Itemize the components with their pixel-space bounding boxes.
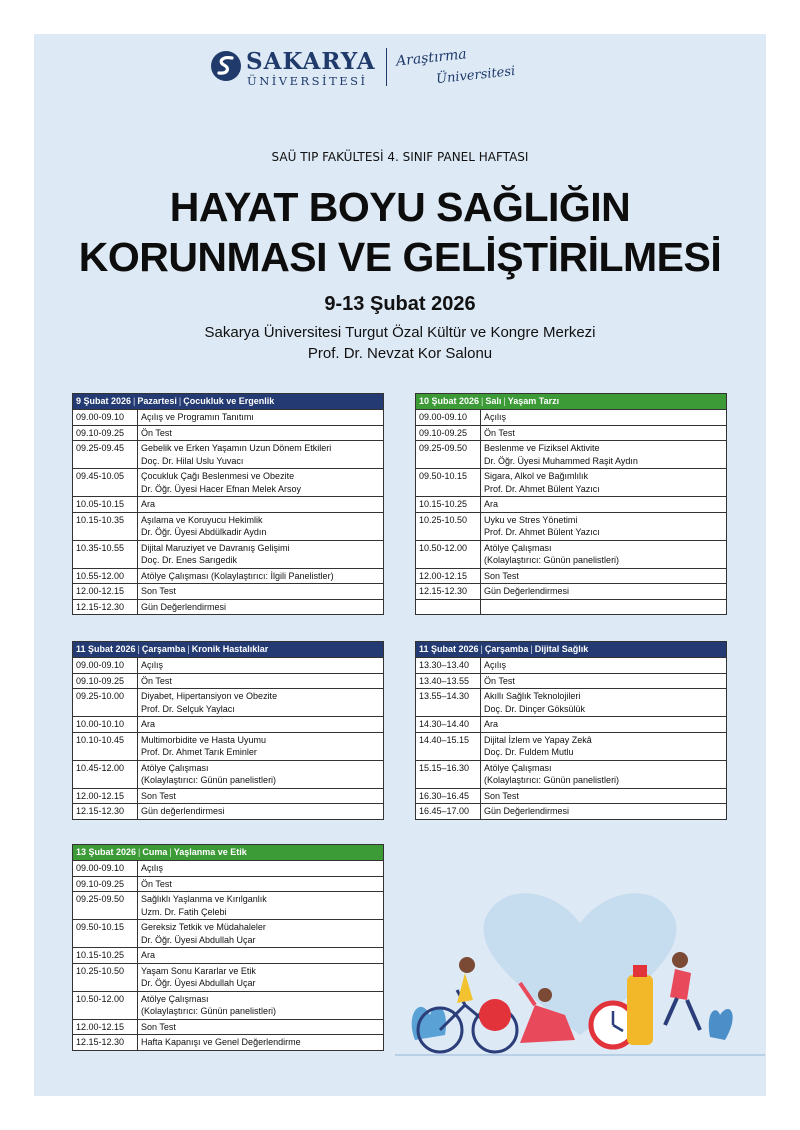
- session-info: [481, 732, 727, 760]
- session-info: [138, 991, 384, 1019]
- header-separator: |: [138, 847, 141, 857]
- schedule-row: [73, 948, 384, 964]
- session-time: 09.10-09.25: [416, 425, 481, 441]
- schedule-row: [416, 568, 727, 584]
- header-separator: |: [530, 644, 533, 654]
- session-info: [481, 441, 727, 469]
- session-time: 13.40–13.55: [416, 673, 481, 689]
- session-title: Gebelik ve Erken Yaşamın Uzun Dönem Etkileri: [141, 443, 332, 453]
- session-speaker: (Kolaylaştırıcı: Günün panelistleri): [141, 1006, 277, 1016]
- session-info: [138, 673, 384, 689]
- header-separator: |: [178, 396, 182, 406]
- schedule-row: [73, 760, 384, 788]
- schedule-day-header: [416, 394, 727, 410]
- schedule-row: [73, 469, 384, 497]
- schedule-row: [416, 673, 727, 689]
- session-info: [481, 512, 727, 540]
- session-time: 10.15-10.25: [416, 497, 481, 513]
- logo-sub: ÜNİVERSİTESİ: [247, 74, 368, 88]
- schedule-row: [416, 788, 727, 804]
- session-time: 09.45-10.05: [73, 469, 138, 497]
- session-speaker: (Kolaylaştırıcı: Günün panelistleri): [141, 775, 277, 785]
- day-weekday: Çarşamba: [141, 644, 186, 654]
- venue-line-2: Prof. Dr. Nevzat Kor Salonu: [307, 345, 493, 362]
- session-time: 09.25-09.45: [73, 441, 138, 469]
- session-title: Uyku ve Stres Yönetimi: [484, 514, 578, 525]
- session-title: Son Test: [484, 790, 519, 801]
- schedule-row: [73, 892, 384, 920]
- schedule-row: [73, 673, 384, 689]
- session-title: Gereksiz Tetkik ve Müdahaleler: [141, 922, 266, 932]
- day-theme: Kronik Hastalıklar: [191, 644, 269, 654]
- session-title: Son Test: [484, 570, 519, 581]
- session-title: Son Test: [141, 1021, 176, 1032]
- session-time: 09.25-10.00: [73, 689, 138, 717]
- session-time: [416, 599, 481, 615]
- session-title: Son Test: [141, 790, 176, 801]
- session-speaker: Doç. Dr. Hilal Uslu Yuvacı: [141, 455, 244, 466]
- session-title: Ara: [141, 499, 156, 509]
- session-time: 10.05-10.15: [73, 497, 138, 513]
- header-separator: |: [481, 396, 484, 406]
- schedule-row: [416, 425, 727, 441]
- session-time: 09.10-09.25: [73, 425, 138, 441]
- session-title: Akıllı Sağlık Teknolojileri: [484, 691, 581, 701]
- session-time: 09.00-09.10: [416, 410, 481, 426]
- header-separator: |: [137, 644, 140, 654]
- session-speaker: (Kolaylaştırıcı: Günün panelistleri): [484, 555, 620, 565]
- schedule-header-row: [416, 642, 727, 658]
- session-info: [138, 425, 384, 441]
- session-title: Yaşam Sonu Kararlar ve Etik: [141, 965, 256, 976]
- session-title: Ön Test: [141, 427, 172, 438]
- venue-line-1: Sakarya Üniversitesi Turgut Özal Kültür ve Kongre Merkezi: [204, 324, 596, 341]
- session-time: 15.15–16.30: [416, 760, 481, 788]
- session-title: Ön Test: [484, 427, 515, 438]
- session-time: 12.00-12.15: [416, 568, 481, 584]
- session-info: [138, 804, 384, 820]
- session-speaker: Prof. Dr. Ahmet Bülent Yazıcı: [484, 483, 600, 494]
- session-time: 12.15-12.30: [73, 804, 138, 820]
- schedule-row: [73, 689, 384, 717]
- session-info: [481, 658, 727, 674]
- schedule-day-header: [73, 394, 384, 410]
- session-info: [481, 469, 727, 497]
- session-time: 10.45-12.00: [73, 760, 138, 788]
- session-speaker: Dr. Öğr. Üyesi Abdullah Uçar: [141, 934, 256, 945]
- schedule-table-day-2: [415, 393, 727, 615]
- session-info: [138, 717, 384, 733]
- schedule-row: [416, 512, 727, 540]
- session-speaker: Doç. Dr. Dinçer Göksülük: [484, 703, 586, 714]
- session-time: 10.35-10.55: [73, 540, 138, 568]
- session-time: 10.00-10.10: [73, 717, 138, 733]
- session-title: Gün değerlendirmesi: [141, 806, 225, 816]
- session-title: Çocukluk Çağı Beslenmesi ve Obezite: [141, 471, 295, 481]
- schedule-row: [73, 584, 384, 600]
- day-weekday: Pazartesi: [137, 396, 177, 406]
- session-time: 12.15-12.30: [73, 1035, 138, 1051]
- day-date: 13 Şubat 2026: [76, 847, 137, 857]
- session-title: Açılış: [141, 660, 164, 670]
- schedule-row: [73, 788, 384, 804]
- session-info: [138, 760, 384, 788]
- session-time: 13.30–13.40: [416, 658, 481, 674]
- session-info: [138, 441, 384, 469]
- session-time: 16.45–17.00: [416, 804, 481, 820]
- event-subtitle: SAÜ TIP FAKÜLTESİ 4. SINIF PANEL HAFTASI: [271, 150, 529, 164]
- session-time: 16.30–16.45: [416, 788, 481, 804]
- schedule-row: [73, 425, 384, 441]
- schedule-day-header: [416, 642, 727, 658]
- schedule-row: [73, 963, 384, 991]
- session-time: 09.00-09.10: [73, 658, 138, 674]
- schedule-row: [416, 599, 727, 615]
- schedule-row: [416, 760, 727, 788]
- schedule-row: [73, 920, 384, 948]
- session-title: Atölye Çalışması: [484, 762, 552, 773]
- header-separator: |: [169, 847, 172, 857]
- session-time: 14.30–14.40: [416, 717, 481, 733]
- session-info: [138, 658, 384, 674]
- session-info: [138, 788, 384, 804]
- session-speaker: Prof. Dr. Selçuk Yaylacı: [141, 703, 235, 714]
- logo-tagline-1: Araştırma: [395, 46, 468, 70]
- session-title: Ara: [141, 719, 156, 729]
- logo-divider: [386, 48, 387, 86]
- schedule-row: [416, 584, 727, 600]
- session-info: [138, 469, 384, 497]
- session-info: [481, 425, 727, 441]
- session-title: Beslenme ve Fiziksel Aktivite: [484, 443, 600, 453]
- session-speaker: Doç. Dr. Enes Sarıgedik: [141, 555, 238, 565]
- session-title: Multimorbidite ve Hasta Uyumu: [141, 734, 267, 745]
- sakarya-emblem-icon: [210, 50, 242, 82]
- schedule-row: [416, 410, 727, 426]
- session-time: 09.00-09.10: [73, 861, 138, 877]
- schedule-header-row: [416, 394, 727, 410]
- session-info: [481, 788, 727, 804]
- schedule-row: [416, 441, 727, 469]
- healthy-lifestyle-illustration: [395, 865, 765, 1065]
- event-venue: [0, 322, 800, 364]
- schedule-row: [416, 540, 727, 568]
- day-theme: Çocukluk ve Ergenlik: [183, 396, 275, 406]
- schedule-header-row: [73, 845, 384, 861]
- session-info: [481, 410, 727, 426]
- session-info: [138, 876, 384, 892]
- session-title: Son Test: [141, 586, 176, 596]
- session-time: 10.25-10.50: [73, 963, 138, 991]
- day-theme: Yaşam Tarzı: [507, 396, 560, 406]
- schedule-day-header: [73, 845, 384, 861]
- bottle-icon: [627, 965, 653, 1045]
- session-info: [481, 673, 727, 689]
- session-info: [138, 568, 384, 584]
- session-time: 09.10-09.25: [73, 673, 138, 689]
- session-title: Açılış ve Programın Tanıtımı: [141, 412, 254, 422]
- session-title: Açılış: [484, 412, 507, 422]
- session-title: Atölye Çalışması: [141, 993, 209, 1004]
- schedule-row: [73, 732, 384, 760]
- session-time: 10.15-10.35: [73, 512, 138, 540]
- logo-tagline-2: Üniversitesi: [435, 63, 516, 88]
- schedule-row: [73, 410, 384, 426]
- schedule-header-row: [73, 642, 384, 658]
- session-title: Sigara, Alkol ve Bağımlılık: [484, 471, 589, 481]
- session-info: [138, 512, 384, 540]
- session-info: [138, 584, 384, 600]
- session-info: [481, 584, 727, 600]
- schedule-day-header: [73, 642, 384, 658]
- schedule-row: [416, 804, 727, 820]
- session-time: 10.15-10.25: [73, 948, 138, 964]
- header-separator: |: [133, 396, 136, 406]
- session-title: Sağlıklı Yaşlanma ve Kırılganlık: [141, 894, 267, 904]
- session-title: Açılış: [141, 863, 164, 873]
- session-title: Açılış: [484, 660, 507, 670]
- session-info: [138, 948, 384, 964]
- event-title: [0, 182, 800, 282]
- schedule-row: [416, 732, 727, 760]
- schedule-row: [73, 804, 384, 820]
- schedule-row: [73, 1035, 384, 1051]
- day-weekday: Salı: [485, 396, 502, 406]
- session-time: 14.40–15.15: [416, 732, 481, 760]
- session-speaker: Dr. Öğr. Üyesi Hacer Efnan Melek Arsoy: [141, 483, 302, 494]
- session-title: Ön Test: [484, 675, 515, 686]
- session-speaker: Prof. Dr. Ahmet Bülent Yazıcı: [484, 527, 600, 537]
- schedule-row: [73, 512, 384, 540]
- session-info: [138, 732, 384, 760]
- session-info: [481, 540, 727, 568]
- schedule-row: [73, 876, 384, 892]
- session-info: [138, 1035, 384, 1051]
- session-info: [481, 689, 727, 717]
- schedule-row: [73, 599, 384, 615]
- session-time: 10.50-12.00: [73, 991, 138, 1019]
- session-time: 12.00-12.15: [73, 1019, 138, 1035]
- session-info: [481, 760, 727, 788]
- schedule-row: [73, 497, 384, 513]
- session-title: Gün Değerlendirmesi: [484, 806, 570, 816]
- schedule-table-day-4: [415, 641, 727, 820]
- session-time: 09.10-09.25: [73, 876, 138, 892]
- session-info: [138, 1019, 384, 1035]
- session-time: 10.25-10.50: [416, 512, 481, 540]
- event-dates: 9-13 Şubat 2026: [324, 293, 476, 315]
- apple-icon: [479, 999, 511, 1031]
- schedule-row: [73, 540, 384, 568]
- university-logo: [210, 48, 550, 98]
- session-speaker: Uzm. Dr. Fatih Çelebi: [141, 906, 227, 917]
- header-separator: |: [503, 396, 506, 406]
- session-time: 12.00-12.15: [73, 584, 138, 600]
- schedule-row: [73, 658, 384, 674]
- session-speaker: Dr. Öğr. Üyesi Muhammed Raşit Aydın: [484, 455, 638, 466]
- session-info: [481, 497, 727, 513]
- session-time: 09.00-09.10: [73, 410, 138, 426]
- schedule-row: [416, 658, 727, 674]
- session-info: [138, 920, 384, 948]
- session-time: 12.15-12.30: [73, 599, 138, 615]
- session-speaker: Doç. Dr. Fuldem Mutlu: [484, 747, 574, 757]
- schedule-table-day-1: [72, 393, 384, 615]
- session-info: [138, 892, 384, 920]
- schedule-row: [73, 1019, 384, 1035]
- session-title: Gün Değerlendirmesi: [484, 586, 570, 596]
- schedule-row: [73, 861, 384, 877]
- session-speaker: Dr. Öğr. Üyesi Abdullah Uçar: [141, 978, 256, 988]
- day-date: 11 Şubat 2026: [76, 644, 136, 654]
- session-title: Ara: [484, 499, 499, 509]
- session-info: [138, 963, 384, 991]
- day-weekday: Çarşamba: [484, 644, 529, 654]
- schedule-row: [73, 991, 384, 1019]
- session-time: 13.55–14.30: [416, 689, 481, 717]
- session-info: [138, 599, 384, 615]
- schedule-row: [73, 568, 384, 584]
- day-theme: Dijital Sağlık: [534, 644, 589, 654]
- session-title: Atölye Çalışması: [141, 762, 209, 773]
- session-title: Aşılama ve Koruyucu Hekimlik: [141, 514, 263, 525]
- session-title: Ön Test: [141, 675, 172, 686]
- schedule-row: [73, 717, 384, 733]
- runner-icon: [665, 952, 700, 1030]
- title-line-2: KORUNMASI VE GELİŞTİRİLMESİ: [78, 234, 722, 280]
- session-title: Atölye Çalışması (Kolaylaştırıcı: İlgili Panelistler): [141, 570, 334, 581]
- schedule-table-day-5: [72, 844, 384, 1051]
- session-title: Diyabet, Hipertansiyon ve Obezite: [141, 691, 278, 701]
- schedule-row: [416, 469, 727, 497]
- session-info: [481, 717, 727, 733]
- day-theme: Yaşlanma ve Etik: [173, 847, 247, 857]
- session-time: 09.25-09.50: [416, 441, 481, 469]
- schedule-row: [416, 689, 727, 717]
- session-info: [138, 861, 384, 877]
- session-title: Atölye Çalışması: [484, 542, 552, 553]
- day-weekday: Cuma: [142, 847, 168, 857]
- session-time: 10.10-10.45: [73, 732, 138, 760]
- header-separator: |: [187, 644, 190, 654]
- day-date: 9 Şubat 2026: [76, 396, 132, 406]
- day-date: 11 Şubat 2026: [419, 644, 479, 654]
- session-time: 09.50-10.15: [416, 469, 481, 497]
- schedule-row: [416, 497, 727, 513]
- session-info: [138, 689, 384, 717]
- session-title: Ön Test: [141, 878, 172, 889]
- session-time: 10.50-12.00: [416, 540, 481, 568]
- session-time: 12.00-12.15: [73, 788, 138, 804]
- session-title: Dijital Maruziyet ve Davranış Gelişimi: [141, 542, 290, 553]
- session-title: Hafta Kapanışı ve Genel Değerlendirme: [141, 1037, 301, 1047]
- session-time: 12.15-12.30: [416, 584, 481, 600]
- session-info: [138, 540, 384, 568]
- session-info: [481, 568, 727, 584]
- leaf-right-icon: [709, 1009, 733, 1040]
- session-title: Ara: [484, 719, 499, 729]
- session-speaker: Prof. Dr. Ahmet Tarık Eminler: [141, 747, 257, 757]
- session-time: 10.55-12.00: [73, 568, 138, 584]
- session-speaker: Dr. Öğr. Üyesi Abdülkadir Aydın: [141, 527, 267, 537]
- day-date: 10 Şubat 2026: [419, 396, 480, 406]
- session-info: [481, 599, 727, 615]
- session-info: [138, 410, 384, 426]
- session-title: Gün Değerlendirmesi: [141, 601, 227, 612]
- session-time: 09.50-10.15: [73, 920, 138, 948]
- schedule-row: [416, 717, 727, 733]
- logo-name: SAKARYA: [246, 48, 376, 75]
- session-title: Ara: [141, 950, 156, 960]
- session-title: Dijital İzlem ve Yapay Zekâ: [484, 734, 592, 745]
- session-time: 09.25-09.50: [73, 892, 138, 920]
- schedule-table-day-3: [72, 641, 384, 820]
- schedule-header-row: [73, 394, 384, 410]
- session-info: [481, 804, 727, 820]
- title-line-1: HAYAT BOYU SAĞLIĞIN: [169, 184, 631, 230]
- header-separator: |: [480, 644, 483, 654]
- schedule-row: [73, 441, 384, 469]
- session-info: [138, 497, 384, 513]
- session-speaker: (Kolaylaştırıcı: Günün panelistleri): [484, 775, 620, 785]
